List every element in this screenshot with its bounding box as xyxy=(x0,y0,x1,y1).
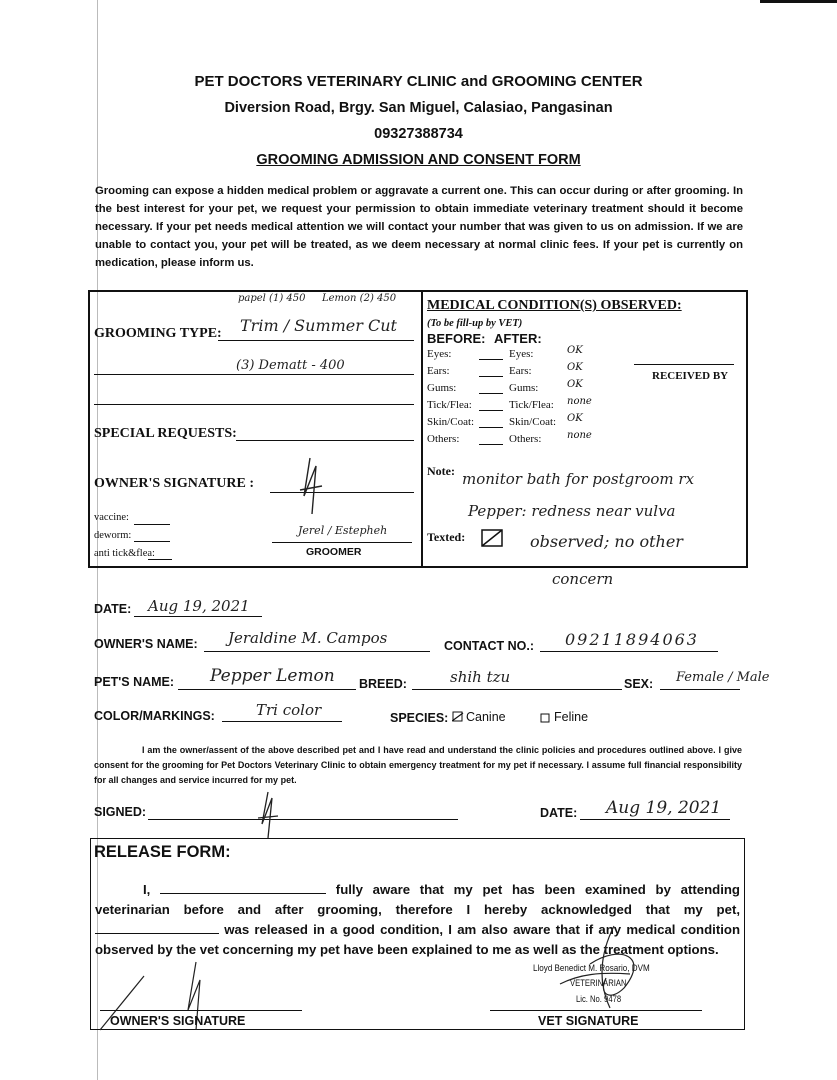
grooming-type-value: Trim / Summer Cut xyxy=(240,316,397,335)
owner-signature-field[interactable] xyxy=(270,492,414,493)
signed-scribble xyxy=(256,790,280,840)
grooming-line-3[interactable] xyxy=(94,404,414,405)
clinic-phone: 09327388734 xyxy=(374,126,463,142)
signed-field[interactable] xyxy=(148,819,458,820)
pet-name-label: PET'S NAME: xyxy=(94,675,175,689)
groomer-label: GROOMER xyxy=(306,546,362,558)
owner-name-label: OWNER'S NAME: xyxy=(94,637,198,651)
special-requests-label: SPECIAL REQUESTS: xyxy=(94,426,237,441)
box-divider xyxy=(421,291,423,567)
vet-name: Lloyd Benedict M. Rosario, DVM xyxy=(533,963,650,974)
species-canine-checkbox[interactable] xyxy=(452,711,464,723)
grooming-type-note-2: Lemon (2) 450 xyxy=(322,293,397,304)
tick-flea-field[interactable] xyxy=(148,559,172,560)
consent-paragraph: I am the owner/assent of the above described pet and I have read and understand the clinic policies and procedures outlined above. I give consent for the grooming for Pet Doctors Veterinary Clinic to obtain emergency treatment for my pet if necessary. I assume full financial responsibility for all changes and service incurred for my pet. xyxy=(94,745,742,785)
sex-label: SEX: xyxy=(624,677,654,691)
texted-label: Texted: xyxy=(427,530,466,544)
color-label: COLOR/MARKINGS: xyxy=(94,709,215,723)
medical-row xyxy=(427,413,627,432)
release-text-2: fully aware that my pet has been examined by attending veterinarian before and after grooming, therefore I hereby acknowledged that my pet, xyxy=(95,882,740,917)
release-text-1: I, xyxy=(143,882,151,897)
medical-row xyxy=(427,345,627,364)
medical-after-label: Ears: xyxy=(509,365,532,377)
deworm-field[interactable] xyxy=(134,541,170,542)
medical-after-label: Eyes: xyxy=(509,348,534,360)
date2-label: DATE: xyxy=(540,806,578,820)
medical-title: MEDICAL CONDITION(S) OBSERVED: xyxy=(427,298,682,313)
medical-after-label: Tick/Flea: xyxy=(509,399,554,411)
medical-after-value: OK xyxy=(567,379,583,390)
vaccine-field[interactable] xyxy=(134,524,170,525)
medical-before-label: Gums: xyxy=(427,382,457,394)
groomer-field[interactable] xyxy=(272,542,412,543)
clinic-address: Diversion Road, Brgy. San Miguel, Calasiao, Pangasinan xyxy=(224,100,613,116)
note-line-2: Pepper: redness near vulva xyxy=(468,502,676,520)
release-pet-field[interactable] xyxy=(95,933,219,934)
medical-after-label: Skin/Coat: xyxy=(509,416,557,428)
medical-after-label: Gums: xyxy=(509,382,539,394)
medical-after-value: OK xyxy=(567,345,583,356)
grooming-type-field[interactable] xyxy=(218,340,414,341)
medical-before-label: Others: xyxy=(427,433,460,445)
grooming-type-label: GROOMING TYPE: xyxy=(94,326,222,341)
medical-before-label: Tick/Flea: xyxy=(427,399,472,411)
medical-after-value: OK xyxy=(567,413,583,424)
date2-field[interactable] xyxy=(580,819,730,820)
medical-subtitle: (To be fill-up by VET) xyxy=(427,318,523,329)
grooming-line-2-value: (3) Dematt - 400 xyxy=(236,358,345,373)
medical-before-field[interactable] xyxy=(479,376,503,377)
medical-row xyxy=(427,379,627,398)
medical-before-field[interactable] xyxy=(479,444,503,445)
medical-after-value: OK xyxy=(567,362,583,373)
owner-name-field[interactable] xyxy=(204,651,430,652)
medical-before-label: Ears: xyxy=(427,365,450,377)
medical-before-field[interactable] xyxy=(479,393,503,394)
texted-checkbox[interactable] xyxy=(481,529,503,547)
medical-before-field[interactable] xyxy=(479,359,503,360)
breed-field[interactable] xyxy=(412,689,622,690)
medical-after-value: none xyxy=(567,430,592,441)
vet-title: VETERINARIAN xyxy=(570,978,627,988)
special-requests-field[interactable] xyxy=(236,440,414,441)
breed-label: BREED: xyxy=(359,677,407,691)
groomer-value: Jerel / Estepheh xyxy=(298,524,388,537)
grooming-type-note-1: papel (1) 450 xyxy=(238,293,306,304)
grooming-line-2[interactable] xyxy=(94,374,414,375)
medical-after-label: Others: xyxy=(509,433,542,445)
deworm-label: deworm: xyxy=(94,530,132,541)
owner-name-value: Jeraldine M. Campos xyxy=(228,629,388,647)
medical-row xyxy=(427,396,627,415)
date2-value: Aug 19, 2021 xyxy=(606,798,722,818)
received-by-line[interactable] xyxy=(634,364,734,365)
vet-license: Lic. No. 9478 xyxy=(576,994,622,1004)
species-feline-checkbox[interactable] xyxy=(540,713,550,723)
medical-row xyxy=(427,362,627,381)
species-feline-label: Feline xyxy=(554,710,589,724)
release-name-field[interactable] xyxy=(160,893,326,894)
medical-after-value: none xyxy=(567,396,592,407)
clinic-name: PET DOCTORS VETERINARY CLINIC and GROOMING CENTER xyxy=(194,73,643,90)
pet-name-field[interactable] xyxy=(178,689,356,690)
breed-value: shih tzu xyxy=(450,668,511,686)
received-by-label: RECEIVED BY xyxy=(652,370,729,382)
color-field[interactable] xyxy=(222,721,342,722)
species-label: SPECIES: xyxy=(390,711,449,725)
contact-label: CONTACT NO.: xyxy=(444,639,535,653)
vet-signature-scribble xyxy=(540,924,680,1014)
signed-label: SIGNED: xyxy=(94,805,147,819)
species-canine-label: Canine xyxy=(466,710,506,724)
owner-release-sig-line[interactable] xyxy=(100,1010,302,1011)
date-label: DATE: xyxy=(94,602,132,616)
vaccine-label: vaccine: xyxy=(94,512,129,523)
note-label: Note: xyxy=(427,464,455,478)
vet-sig-label: VET SIGNATURE xyxy=(538,1014,639,1028)
date-field[interactable] xyxy=(134,616,262,617)
page-corner-mark xyxy=(760,0,837,3)
pet-name-value: Pepper Lemon xyxy=(210,666,335,686)
note-line-3: observed; no other xyxy=(530,532,683,551)
owner-signature-label: OWNER'S SIGNATURE : xyxy=(94,476,254,491)
medical-before-field[interactable] xyxy=(479,410,503,411)
note-line-1: monitor bath for postgroom rx xyxy=(462,470,695,488)
form-title: GROOMING ADMISSION AND CONSENT FORM xyxy=(256,152,581,168)
vet-sig-line[interactable] xyxy=(490,1010,702,1011)
after-label: AFTER: xyxy=(494,331,542,346)
date-value: Aug 19, 2021 xyxy=(148,597,250,615)
tick-flea-label: anti tick&flea: xyxy=(94,548,155,559)
color-value: Tri color xyxy=(256,701,322,719)
medical-before-label: Eyes: xyxy=(427,348,452,360)
release-title: RELEASE FORM: xyxy=(94,843,231,861)
medical-before-field[interactable] xyxy=(479,427,503,428)
medical-row xyxy=(427,430,627,449)
note-line-4: concern xyxy=(552,570,614,588)
contact-field[interactable] xyxy=(540,651,718,652)
medical-before-label: Skin/Coat: xyxy=(427,416,475,428)
owner-release-sig-label: OWNER'S SIGNATURE xyxy=(110,1014,246,1028)
sex-field[interactable] xyxy=(660,689,740,690)
intro-paragraph: Grooming can expose a hidden medical problem or aggravate a current one. This can occur during or after grooming. In the best interest for your pet, we request your permission to obtain immediate veterinary treatment should it become necessary. If your pet needs medical attention we will contact your number that was given to us on admission. If we are unable to contact you, your pet will be treated, as we deem necessary at normal clinic fees. If your pet is currently on medication, please inform us. xyxy=(95,185,743,269)
contact-value: 09211894063 xyxy=(565,630,699,649)
owner-signature-scribble xyxy=(296,456,326,516)
sex-value: Female / Male xyxy=(676,670,770,685)
release-text-3: was released in a good condition, I am also aware that if any medical condition observed by the vet concerning my pet have been explained to me as well as the treatment options. xyxy=(95,922,740,957)
before-label: BEFORE: xyxy=(427,331,486,346)
